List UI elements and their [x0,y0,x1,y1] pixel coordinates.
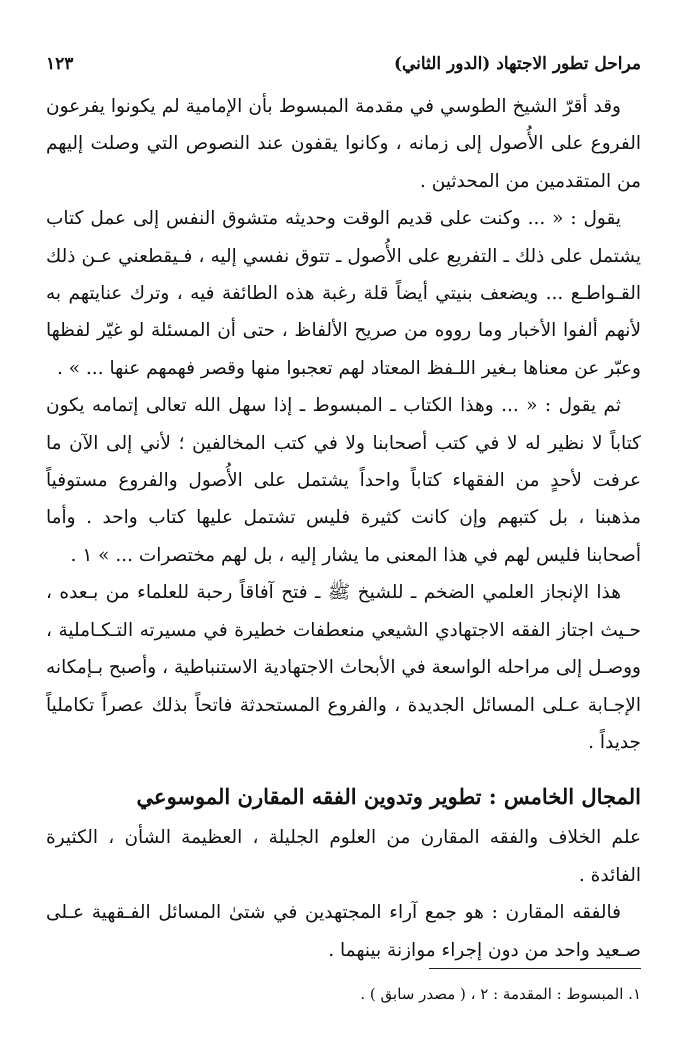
paragraph-4: هذا الإنجاز العلمي الضخم ـ للشيخ ﷺ ـ فتح آفاقاً رحبة للعلماء من بـعده ، حـيث اجتاز الفقه الاجتهادي الشيعي منعطفات خطيرة في مسيرته التـكـاملية ، ووصـل إلى مراحله الواسعة في الأبحاث الاجتهادية الاستنباطية ، وأصبح بـإمكانه الإجـابة عـلى المسائل الجديدة ، والفروع المستحدثة فاتحاً بذلك عصراً تكاملياً جديداً . [46,582,641,753]
paragraph-2: يقول : « ... وكنت على قديم الوقت وحديثه متشوق النفس إلى عمل كتاب يشتمل على ذلك ـ التفريع على الأُصول ـ تتوق نفسي إليه ، فـيقطعني عـن ذلك القـواطـع ... ويضعف بنيتي أيضاً قلة رغبة هذه الطائفة فيه ، وترك عنايتهم به لأنهم ألفوا الأخبار وما رووه من صريح الألفاظ ، حتى أن المسئلة لو غيّر لفظها وعبّر عن معناها بـغير اللـفظ المعتاد لهم تعجبوا منها وقصر فهمهم عنها ... » . [46,208,641,379]
paragraph-3: ثم يقول : « ... وهذا الكتاب ـ المبسوط ـ إذا سهل الله تعالى إتمامه يكون كتاباً لا نظير له لا في كتب أصحابنا ولا في كتب المخالفين ؛ لأني إلى الآن ما عرفت لأحدٍ من الفقهاء كتاباً واحداً يشتمل على الأُصول والفروع مستوفياً مذهبنا ، بل كتبهم وإن كانت كثيرة فليس تشتمل عليها كتاب واحد . وأما أصحابنا فليس لهم في هذا المعنى ما يشار إليه ، بل لهم مختصرات ... » ١ . [46,395,641,566]
footnote: ١. المبسوط : المقدمة : ٢ ، ( مصدر سابق ) . [360,985,641,1003]
main-text [46,88,641,969]
footnote-divider [429,968,641,969]
section-paragraph-1: علم الخلاف والفقه المقارن من العلوم الجليلة ، العظيمة الشأن ، الكثيرة الفائدة . [46,827,641,886]
page-number: ١٢٣ [46,54,74,74]
section-paragraph-2: فالفقه المقارن : هو جمع آراء المجتهدين في شتىٰ المسائل الفـقهية عـلى صـعيد واحد من دون إجراء موازنة بينهما . [46,902,641,961]
section-heading: المجال الخامس : تطوير وتدوين الفقه المقارن الموسوعي [136,784,641,810]
paragraph-1: وقد أقرّ الشيخ الطوسي في مقدمة المبسوط بأن الإمامية لم يكونوا يفرعون الفروع على الأُصول إلى زمانه ، وكانوا يقفون عند النصوص التي وصلت إليهم من المتقدمين من المحدثين . [46,96,641,192]
page-header [46,54,641,88]
running-title: مراحل تطور الاجتهاد (الدور الثاني) [393,54,641,74]
